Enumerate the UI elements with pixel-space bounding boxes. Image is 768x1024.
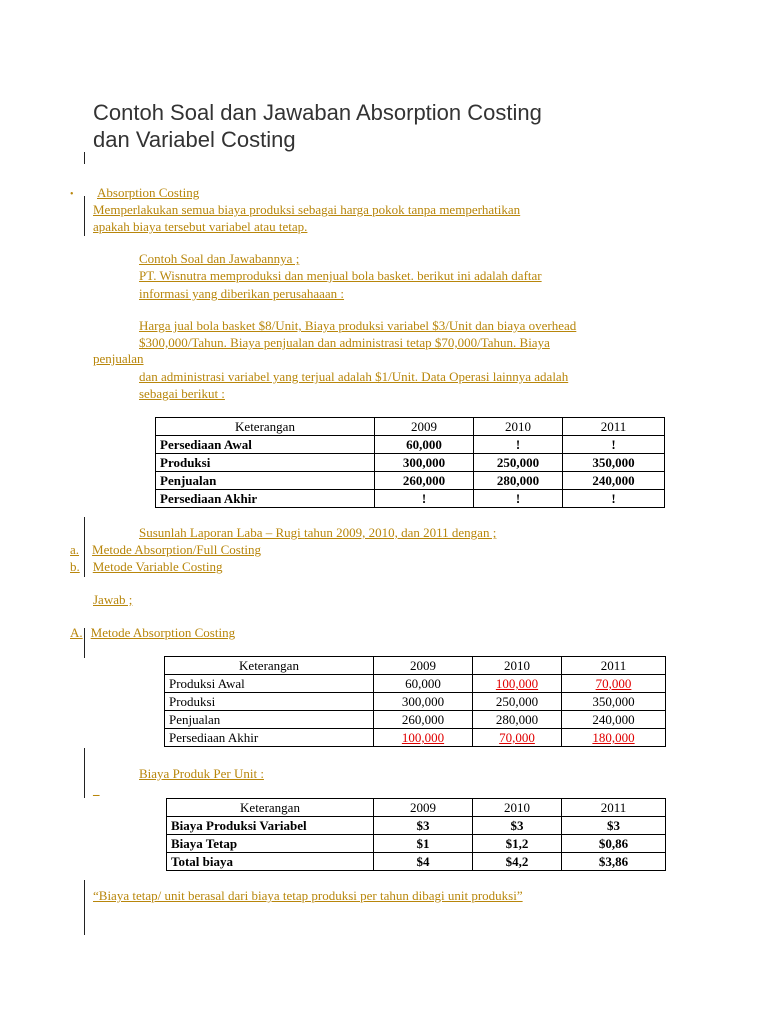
bullet-icon: • xyxy=(70,189,74,200)
table-cell: Biaya Produksi Variabel xyxy=(167,817,374,835)
table-header: 2011 xyxy=(562,657,666,675)
margin-bar xyxy=(84,748,85,798)
table-cell: 280,000 xyxy=(473,711,562,729)
table-header-row xyxy=(165,657,666,675)
table-cell: Penjualan xyxy=(165,711,374,729)
section-desc-1: Memperlakukan semua biaya produksi sebagai harga pokok tanpa memperhatikan xyxy=(93,202,521,217)
table-cell: 100,000 xyxy=(495,676,539,691)
page-title xyxy=(93,99,542,153)
table-cell: 60,000 xyxy=(374,675,473,693)
table-header: Keterangan xyxy=(165,657,374,675)
absorption-table xyxy=(164,656,666,747)
table-row xyxy=(156,472,665,490)
table-cell: Persediaan Akhir xyxy=(156,490,375,508)
table-row xyxy=(167,853,666,871)
table-cell: 260,000 xyxy=(375,472,474,490)
table-cell: 70,000 xyxy=(595,676,632,691)
table-header: Keterangan xyxy=(167,799,374,817)
method-a-heading xyxy=(70,624,235,641)
table-cell: $0,86 xyxy=(562,835,666,853)
table-cell: 300,000 xyxy=(375,454,474,472)
example-p1-text: PT. Wisnutra memproduksi dan menjual bola basket. berikut ini adalah daftar xyxy=(139,268,542,283)
table-cell: 350,000 xyxy=(563,454,665,472)
table-row xyxy=(165,711,666,729)
table-cell: ! xyxy=(474,436,563,454)
table-cell: $3 xyxy=(374,817,473,835)
table-cell: $1,2 xyxy=(473,835,562,853)
example-heading xyxy=(93,250,299,267)
task-item-a-label: a. xyxy=(70,542,80,557)
task-item-a xyxy=(70,541,261,558)
table-cell: $3 xyxy=(473,817,562,835)
table-cell: 180,000 xyxy=(592,730,635,745)
table-row xyxy=(156,490,665,508)
margin-bar xyxy=(84,880,85,935)
title-line-1: Contoh Soal dan Jawaban Absorption Costing xyxy=(93,100,542,125)
example-p2 xyxy=(93,285,344,302)
margin-bar xyxy=(84,196,85,236)
table-row xyxy=(156,436,665,454)
table-cell: $1 xyxy=(374,835,473,853)
table-header: 2011 xyxy=(562,799,666,817)
question-line-5: sebagai berikut : xyxy=(139,386,225,401)
table-cell: $4,2 xyxy=(473,853,562,871)
operating-data-table xyxy=(155,417,665,508)
table-cell: 100,000 xyxy=(401,730,445,745)
table-header: 2009 xyxy=(374,657,473,675)
section-desc-2: apakah biaya tersebut variabel atau tetap. xyxy=(93,219,308,234)
table-cell: Persediaan Awal xyxy=(156,436,375,454)
table-header-row xyxy=(156,418,665,436)
table-cell: Biaya Tetap xyxy=(167,835,374,853)
unit-cost-table xyxy=(166,798,666,871)
question-line-1-text: Harga jual bola basket $8/Unit, Biaya produksi variabel $3/Unit dan biaya overhead xyxy=(139,318,577,333)
table-cell: ! xyxy=(375,490,474,508)
table-header: 2010 xyxy=(474,418,563,436)
title-line-2: dan Variabel Costing xyxy=(93,127,296,152)
question-line-4: dan administrasi variabel yang terjual adalah $1/Unit. Data Operasi lainnya adalah xyxy=(139,369,569,384)
task-item-b xyxy=(70,558,223,575)
table-cell: 300,000 xyxy=(374,693,473,711)
table-cell: 250,000 xyxy=(473,693,562,711)
fixed-cost-note: “Biaya tetap/ unit berasal dari biaya tetap produksi per tahun dibagi unit produksi” xyxy=(93,888,523,903)
table-cell: ! xyxy=(563,490,665,508)
table-header-row xyxy=(167,799,666,817)
table-cell: 260,000 xyxy=(374,711,473,729)
unit-cost-heading xyxy=(93,765,264,782)
table-header: 2009 xyxy=(375,418,474,436)
margin-bar xyxy=(84,152,85,164)
example-heading-text: Contoh Soal dan Jawabannya ; xyxy=(139,251,300,266)
table-row xyxy=(167,817,666,835)
unit-cost-dash: _ xyxy=(93,782,100,797)
table-cell: ! xyxy=(474,490,563,508)
table-row xyxy=(165,693,666,711)
task-item-a-text: Metode Absorption/Full Costing xyxy=(92,542,262,557)
table-cell: $3,86 xyxy=(562,853,666,871)
table-cell: ! xyxy=(563,436,665,454)
table-cell: 240,000 xyxy=(562,711,666,729)
task-intro: Susunlah Laporan Laba – Rugi tahun 2009, 2010, dan 2011 dengan ; xyxy=(139,525,497,540)
table-cell: 60,000 xyxy=(375,436,474,454)
table-cell: 350,000 xyxy=(562,693,666,711)
unit-cost-heading-text: Biaya Produk Per Unit : xyxy=(139,766,264,781)
method-a-label: A. xyxy=(70,625,83,640)
table-cell: $3 xyxy=(562,817,666,835)
task-item-b-text: Metode Variable Costing xyxy=(92,559,223,574)
method-a-text: Metode Absorption Costing xyxy=(90,625,236,640)
table-cell: Produksi Awal xyxy=(165,675,374,693)
table-cell: 250,000 xyxy=(474,454,563,472)
table-cell: 280,000 xyxy=(474,472,563,490)
table-header: Keterangan xyxy=(156,418,375,436)
table-header: 2010 xyxy=(473,657,562,675)
section-heading: Absorption Costing xyxy=(97,185,200,200)
question-line-1 xyxy=(93,317,576,334)
table-cell: Persediaan Akhir xyxy=(165,729,374,747)
example-p2-text: informasi yang diberikan perusahaaan : xyxy=(139,286,345,301)
table-header: 2009 xyxy=(374,799,473,817)
table-cell: Produksi xyxy=(165,693,374,711)
question-line-3: penjualan xyxy=(93,351,144,366)
table-row xyxy=(156,454,665,472)
table-cell: 70,000 xyxy=(499,730,535,745)
table-cell: $4 xyxy=(374,853,473,871)
table-header: 2011 xyxy=(563,418,665,436)
example-p1 xyxy=(93,267,542,284)
jawab-label: Jawab ; xyxy=(93,592,133,607)
table-cell: Total biaya xyxy=(167,853,374,871)
table-cell: Produksi xyxy=(156,454,375,472)
table-row xyxy=(167,835,666,853)
table-cell: 240,000 xyxy=(563,472,665,490)
table-row xyxy=(165,675,666,693)
table-cell: Penjualan xyxy=(156,472,375,490)
task-item-b-label: b. xyxy=(70,559,80,574)
question-line-2: $300,000/Tahun. Biaya penjualan dan administrasi tetap $70,000/Tahun. Biaya xyxy=(139,335,550,350)
table-row xyxy=(165,729,666,747)
table-header: 2010 xyxy=(473,799,562,817)
